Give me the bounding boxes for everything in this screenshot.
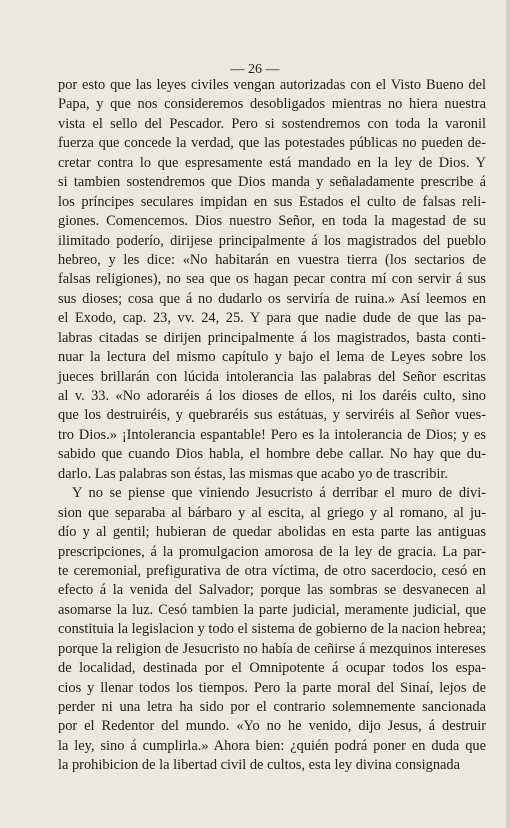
text-line: nuar la lectura del mismo capítulo y bajo el lema de Leyes sobre los	[58, 349, 486, 366]
text-line: sion que separaba al bárbaro y al escita, al griego y al romano, al ju-	[58, 504, 486, 521]
text-line: que los destruiréis, y quebraréis sus estátuas, y serviréis al Señor vues-	[58, 407, 486, 424]
text-line: dío y al gentil; hubieran de quedar abolidas en esta parte las antiguas	[58, 524, 486, 541]
page-edge	[506, 0, 510, 828]
text-line: vista el sello del Pescador. Pero si sostendremos con toda la varonil	[58, 115, 486, 132]
text-line: asomarse la luz. Cesó tambien la parte judicial, meramente judicial, que	[58, 601, 486, 618]
text-line: cios y llenar todos los tiempos. Pero la parte moral del Sinaí, lejos de	[58, 679, 486, 696]
text-line: Y no se piense que viniendo Jesucristo á derribar el muro de divi-	[72, 485, 486, 502]
text-line: hebreo, y les dice: «No habitarán en vuestra tierra (los sectarios de	[58, 251, 486, 268]
text-line: la ley, sino á cumplirla.» Ahora bien: ¿quién podrá poner en duda que	[58, 737, 486, 754]
page-number: — 26 —	[230, 62, 280, 77]
text-line: por el Redentor del mundo. «Yo no he venido, dijo Jesus, á destruir	[58, 718, 486, 735]
text-line: ilimitado poderío, dirijese principalmente á los magistrados del pueblo	[58, 232, 486, 249]
text-line: perder ni una letra ha sido por el contrario solemnemente sancionada	[58, 699, 486, 715]
paragraph	[58, 484, 486, 776]
text-line: labras citadas se dirijen principalmente á los magistrados, basta conti-	[58, 329, 486, 346]
text-line: falsas religiones), no sea que os hagan pecar contra mí con servir á sus	[58, 271, 486, 288]
text-line: la prohibicion de la libertad civil de cultos, esta ley divina consignada	[58, 757, 461, 774]
body-text	[58, 76, 486, 776]
text-line: tro Dios.» ¡Intolerancia espantable! Pero es la intolerancia de Dios; y es	[58, 426, 486, 443]
text-line: porque la religion de Jesucristo no había de ceñirse á mezquinos intereses	[58, 640, 486, 657]
text-line: Papa, y que nos consideremos desobligados mientras no hiera nuestra	[58, 96, 486, 113]
text-line: giones. Comencemos. Dios nuestro Señor, en toda la magestad de su	[58, 213, 486, 230]
text-line: fuerza que concede la verdad, que las potestades públicas no pueden de-	[58, 135, 486, 152]
text-line: darlo. Las palabras son éstas, las mismas que acabo yo de trascribir.	[58, 465, 449, 482]
text-line: jueces brillarán con lúcida intolerancia las palabras del Señor escritas	[58, 368, 486, 385]
text-line: si tambien sostendremos que Dios manda y señaladamente prescribe á	[58, 174, 486, 191]
text-line: prescripciones, á la promulgacion amorosa de la ley de gracia. La par-	[58, 543, 486, 560]
text-line: al v. 33. «No adoraréis á los dioses de ellos, ni los daréis culto, sino	[58, 388, 486, 404]
text-line: sabido que cuando Dios habla, el hombre debe callar. No hay que du-	[58, 446, 486, 463]
text-line: te ceremonial, prefigurativa de otra víctima, de otro sacerdocio, cesó en	[58, 562, 486, 579]
text-line: cretar contra lo que espresamente está mandado en la ley de Dios. Y	[58, 154, 486, 171]
text-line: por esto que las leyes civiles vengan autorizadas con el Visto Bueno del	[58, 77, 486, 93]
text-line: el Exodo, cap. 23, vv. 24, 25. Y para que nadie dude de que las pa-	[58, 310, 486, 327]
text-line: los príncipes seculares impidan en sus Estados el culto de falsas reli-	[58, 193, 486, 210]
paragraph	[58, 76, 486, 484]
text-line: efecto á la venida del Salvador; porque las sombras se desvanecen al	[58, 582, 486, 599]
text-line: sus dioses; cosa que á no dudarlo os serviría de ruina.» Así leemos en	[58, 290, 486, 307]
text-line: constituia la legislacion y todo el sistema de gobierno de la nacion hebrea;	[58, 621, 486, 638]
text-line: de localidad, destinada por el Omnipotente á ocupar todos los espa-	[58, 660, 486, 677]
